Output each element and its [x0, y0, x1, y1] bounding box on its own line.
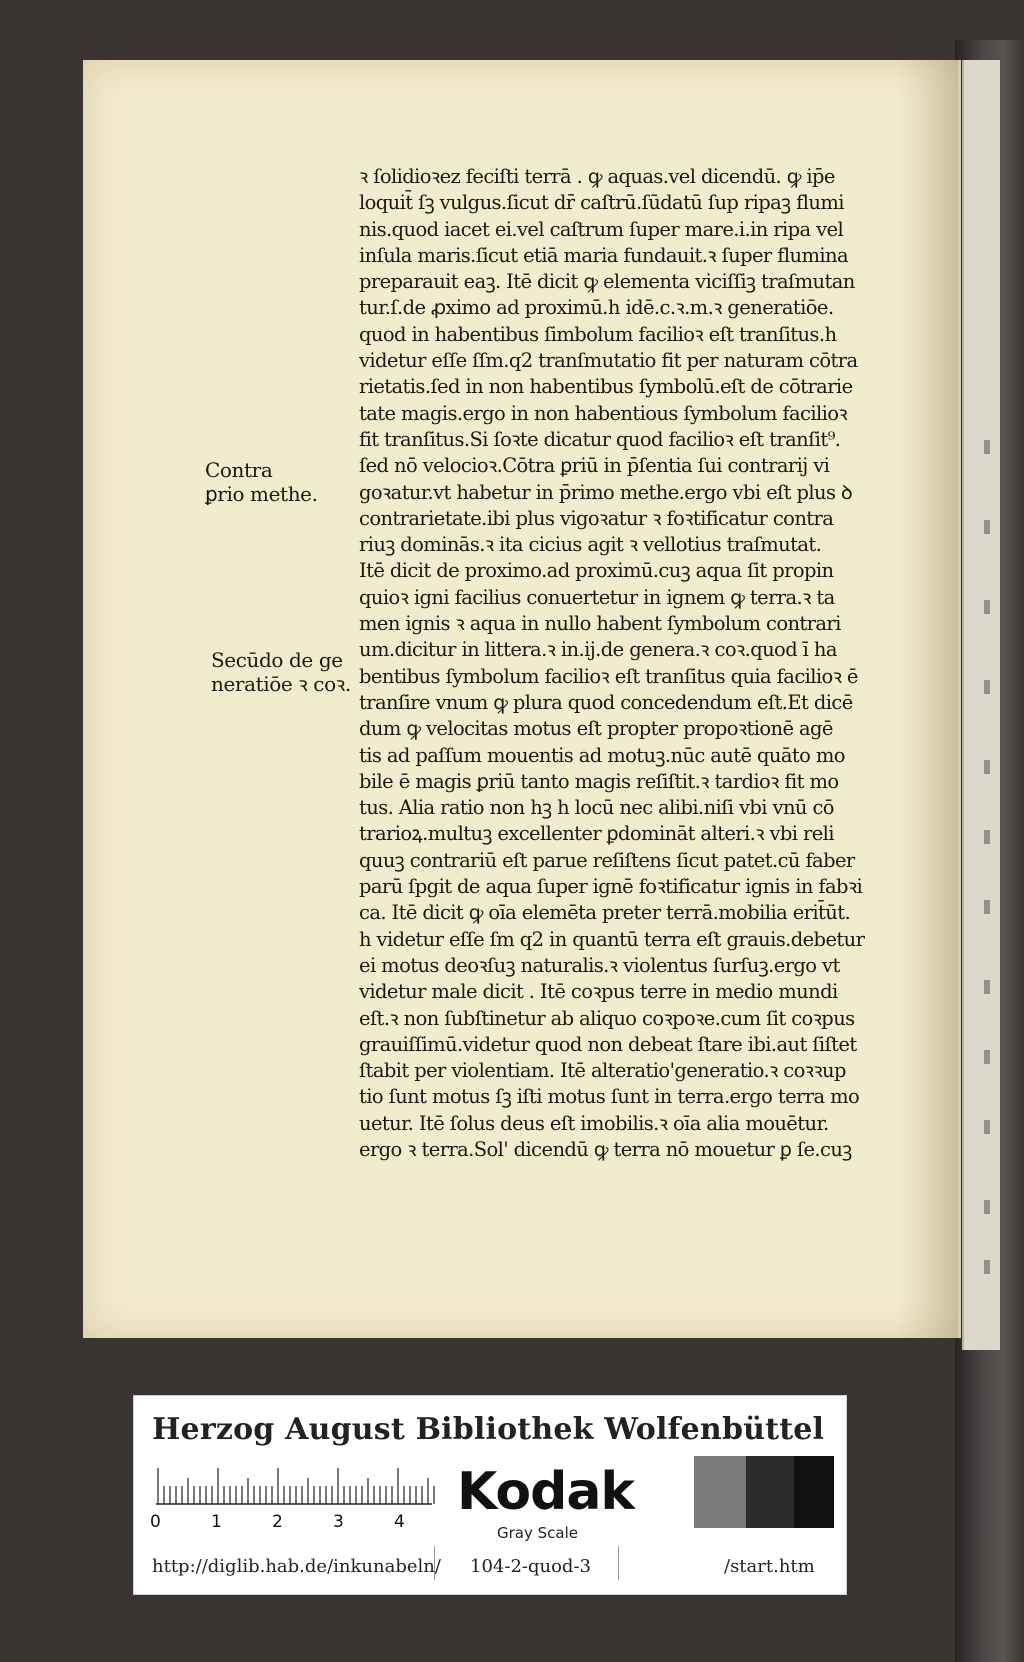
- text-line: videtur eſſe ſſm.q2 tranſmutatio fit per naturam cōtra: [359, 349, 858, 373]
- text-line: dum ꝙ velocitas motus eſt propter propoꝛtionē agē: [359, 717, 833, 741]
- facing-page-edge: [962, 60, 1000, 1350]
- text-line: rietatis.ſed in non habentibus ſymbolū.eſt de cōtrarie: [359, 375, 853, 399]
- marginal-note-2-line-1: Secūdo de ge: [211, 648, 343, 672]
- text-line: preparauit eaꝫ. Itē dicit ꝙ elementa viciſſiꝫ traſmutan: [359, 270, 855, 294]
- text-line: tur.ſ.de ꝓximo ad proximū.h idē.c.ꝛ.m.ꝛ generatiōe.: [359, 296, 834, 320]
- marginal-note-2: [211, 648, 351, 696]
- text-line: riuꝫ dominās.ꝛ ita cicius agit ꝛ vellotius traſmutat.: [359, 533, 822, 557]
- kodak-logo: Kodak: [457, 1462, 634, 1522]
- ruler-number: 1: [211, 1512, 222, 1532]
- url-end[interactable]: /start.htm: [724, 1556, 815, 1577]
- text-line: goꝛatur.vt habetur in p̄rimo methe.ergo vbi eſt plus ꝺ: [359, 480, 853, 504]
- text-line: bentibus ſymbolum facilioꝛ eſt tranſitus quia facilioꝛ ē: [359, 664, 858, 688]
- text-line: inſula maris.ſicut etiā maria fundauit.ꝛ ſuper flumina: [359, 243, 848, 267]
- text-line: tio ſunt motus ſꝫ iſti motus ſunt in terra.ergo terra mo: [359, 1085, 860, 1109]
- ruler-scale: [156, 1466, 436, 1506]
- text-line: ergo ꝛ terra.Sol' dicendū ꝙ terra nō mouetur ꝑ ſe.cuꝫ: [359, 1137, 852, 1161]
- text-line: Itē dicit de proximo.ad proximū.cuꝫ aqua ſit propin: [359, 559, 834, 583]
- ruler-number: 3: [333, 1512, 344, 1532]
- text-line: ꝛ ſolidioꝛez feciſti terrā . ꝙ aquas.vel dicendū. ꝙ ip̄e: [359, 165, 835, 188]
- text-line: ei motus deoꝛſuꝫ naturalis.ꝛ violentus ſurſuꝫ.ergo vt: [359, 953, 840, 977]
- gray-swatch-black: [794, 1456, 834, 1528]
- archive-label-card: [133, 1395, 847, 1595]
- text-line: h videtur eſſe ſm q2 in quantū terra eſt grauis.debetur: [359, 927, 865, 951]
- text-line: tate magis.ergo in non habentious ſymbolum facilioꝛ: [359, 401, 848, 425]
- text-line: eſt.ꝛ non ſubſtinetur ab aliquo coꝛpoꝛe.cum ſit coꝛpus: [359, 1006, 855, 1030]
- text-line: tranſire vnum ꝙ plura quod concedendum eſt.Et dicē: [359, 690, 853, 714]
- text-line: men ignis ꝛ aqua in nullo habent ſymbolum contrari: [359, 612, 841, 636]
- facing-page-glyph: [984, 830, 990, 844]
- facing-page-glyph: [984, 1050, 990, 1064]
- facing-page-glyph: [984, 680, 990, 694]
- text-line: contrarietate.ibi plus vigoꝛatur ꝛ foꝛtificatur contra: [359, 506, 834, 530]
- text-line: trarioꝝ.multuꝫ excellenter ꝑdomināt alteri.ꝛ vbi reli: [359, 822, 834, 846]
- text-line: quod in habentibus ſimbolum facilioꝛ eſt tranſitus.h: [359, 322, 837, 346]
- text-line: ſtabit per violentiam. Itē alteratio'generatio.ꝛ coꝛꝛup: [359, 1059, 846, 1083]
- marginal-note-1-line-1: Contra: [205, 458, 273, 482]
- url-id[interactable]: 104-2-quod-3: [470, 1556, 591, 1577]
- url-base[interactable]: http://diglib.hab.de/inkunabeln/: [152, 1556, 441, 1577]
- ruler-number: 4: [394, 1512, 405, 1532]
- ruler-number: 2: [272, 1512, 283, 1532]
- marginal-note-1: [205, 458, 318, 506]
- facing-page-glyph: [984, 980, 990, 994]
- ruler-number: 0: [150, 1512, 161, 1532]
- facing-page-glyph: [984, 900, 990, 914]
- facing-page-glyph: [984, 760, 990, 774]
- text-line: ca. Itē dicit ꝙ oīa elemēta preter terrā.mobilia erit̄ūt.: [359, 901, 851, 925]
- text-line: quuꝫ contrariū eſt parue reſiſtens ſicut patet.cū faber: [359, 848, 855, 872]
- marginal-note-2-line-2: neratiōe ꝛ coꝛ.: [211, 672, 351, 696]
- text-column: [359, 164, 899, 1163]
- text-line: nis.quod iacet ei.vel caſtrum ſuper mare.i.in ripa vel: [359, 217, 844, 241]
- text-line: uetur. Itē ſolus deus eſt imobilis.ꝛ oīa alia mouētur.: [359, 1111, 829, 1135]
- text-line: videtur male dicit . Itē coꝛpus terre in medio mundi: [359, 980, 838, 1004]
- facing-page-glyph: [984, 1120, 990, 1134]
- marginal-note-1-line-2: ꝑrio methe.: [205, 482, 318, 506]
- gray-scale-label: Gray Scale: [497, 1524, 578, 1542]
- page-gutter: [898, 60, 958, 1338]
- text-line: quioꝛ igni facilius conuertetur in ignem ꝙ terra.ꝛ ta: [359, 585, 835, 609]
- manuscript-page: [83, 60, 961, 1338]
- facing-page-glyph: [984, 1200, 990, 1214]
- institution-name: Herzog August Bibliothek Wolfenbüttel: [152, 1412, 825, 1447]
- text-line: fit tranſitus.Si ſoꝛte dicatur quod facilioꝛ eſt tranſit⁹.: [359, 427, 841, 451]
- gray-swatch-dark: [746, 1456, 794, 1528]
- text-line: grauiſſimū.videtur quod non debeat ſtare ibi.aut ſiſtet: [359, 1032, 857, 1056]
- text-line: loquit̄ ſꝫ vulgus.ſicut dr̄ caſtrū.ſūdatū ſup ripaꝫ flumi: [359, 191, 844, 215]
- text-line: parū ſpgit de aqua ſuper ignē foꝛtificatur ignis in fabꝛi: [359, 875, 863, 899]
- text-line: um.dicitur in littera.ꝛ in.ij.de genera.ꝛ coꝛ.quod ī ha: [359, 638, 837, 662]
- text-line: ſed nō velocioꝛ.Cōtra ꝑriū in p̄ſentia ſui contrarij vi: [359, 454, 830, 478]
- facing-page-glyph: [984, 600, 990, 614]
- gray-swatch-mid: [694, 1456, 746, 1528]
- text-line: tus. Alia ratio non hꝫ h locū nec alibi.niſi vbi vnū cō: [359, 796, 834, 820]
- facing-page-glyph: [984, 520, 990, 534]
- text-line: tis ad paſſum mouentis ad motuꝫ.nūc autē quāto mo: [359, 743, 845, 767]
- facing-page-glyph: [984, 1260, 990, 1274]
- text-line: bile ē magis ꝑriū tanto magis reſiſtit.ꝛ tardioꝛ fit mo: [359, 769, 839, 793]
- divider: [618, 1546, 619, 1580]
- facing-page-glyph: [984, 440, 990, 454]
